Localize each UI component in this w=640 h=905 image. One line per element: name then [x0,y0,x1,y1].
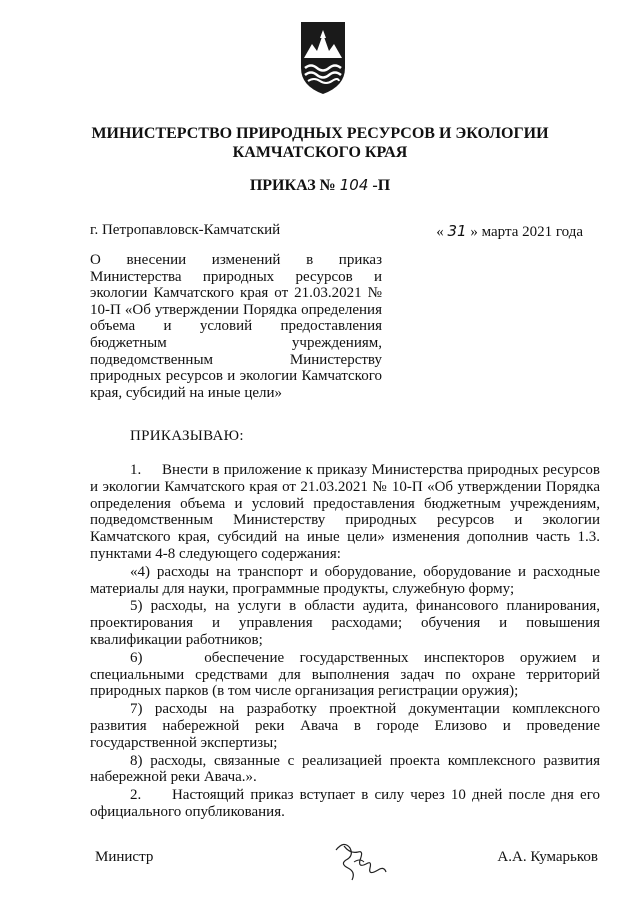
order-prefix: ПРИКАЗ № [249,177,340,194]
ministry-name-line1: МИНИСТЕРСТВО ПРИРОДНЫХ РЕСУРСОВ И ЭКОЛОГИИ [91,125,549,142]
date-day: 31 [447,222,467,240]
ministry-name [60,124,580,162]
order-title [60,176,580,195]
order-subject: О внесении изменений в приказ Министерства природных ресурсов и экологии Камчатского края от 21.03.2021 № 10-П «Об утверждении Порядка определения объема и условий предоставления бюджетным учреждениям, подведомственным Министерству природных ресурсов и экологии Камчатского края, субсидий на иные цели» [90,252,382,401]
paragraph-item-6: 6) обеспечение государственных инспекторов оружием и специальными средствами для выполнения задач по охране территорий природных парков (в том числе организация регистрации оружия); [90,649,600,700]
order-body [90,462,600,822]
kamchatka-coat-of-arms [298,18,348,96]
order-date [436,222,583,241]
paragraph-item-7: 7) расходы на разработку проектной документации комплексного развития набережной реки Авача в городе Елизово и проведение государственной экспертизы; [90,701,600,751]
paragraph-1: 1. Внести в приложение к приказу Министерства природных ресурсов и экологии Камчатского края от 21.03.2021 № 10-П «Об утверждении Порядка определения объема и условий предоставления бюджетным учреждениям, подведомственным Министерству природных ресурсов и экологии Камчатского края, субсидий на иные цели» изменения дополнив часть 1.3. пунктами 4-8 следующего содержания: [90,462,600,562]
ministry-name-line2: КАМЧАТСКОГО КРАЯ [232,144,408,161]
date-open-quote: « [436,224,448,240]
paragraph-2: 2. Настоящий приказ вступает в силу через 10 дней после дня его официального опубликования. [90,787,600,820]
paragraph-item-4: «4) расходы на транспорт и оборудование, оборудование и расходные материалы для науки, программные продукты, служебную форму; [90,563,600,597]
paragraph-item-5: 5) расходы, на услуги в области аудита, финансового планирования, проектирования и управления расходами; обучения и повышения квалификации работников; [90,598,600,648]
date-rest: » марта 2021 года [466,224,583,240]
signatory-name: А.А. Кумарьков [497,849,598,865]
order-number: 104 [339,176,369,194]
paragraph-item-8: 8) расходы, связанные с реализацией проекта комплексного развития набережной реки Авача.». [90,752,600,786]
signatory-title: Министр [95,849,154,865]
command-heading: ПРИКАЗЫВАЮ: [130,428,244,444]
handwritten-signature [330,838,388,884]
order-suffix: -П [368,177,391,194]
city: г. Петропавловск-Камчатский [90,222,281,238]
